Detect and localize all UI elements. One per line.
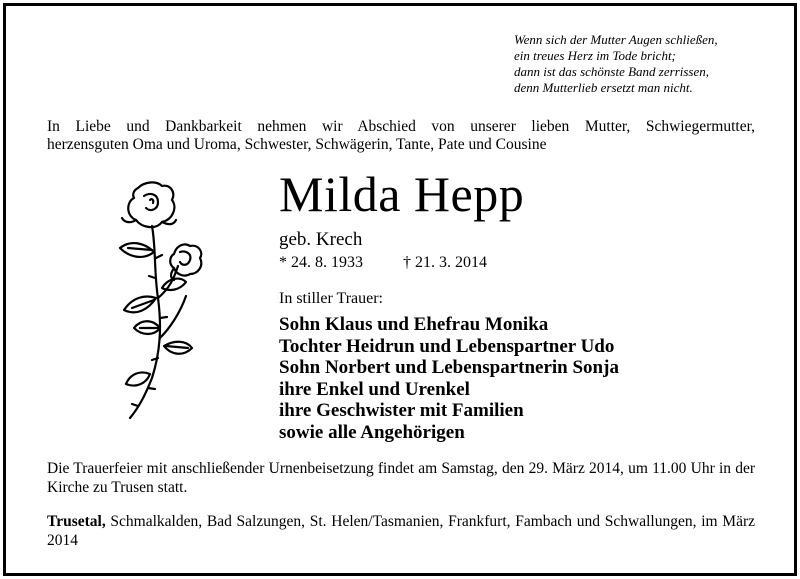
- mourner-item: ihre Enkel und Urenkel: [279, 378, 470, 400]
- birth-name: geb. Krech: [279, 229, 363, 250]
- rose-icon: [100, 178, 210, 428]
- life-dates: [279, 254, 487, 272]
- mourner-item: ihre Geschwister mit Familien: [279, 400, 524, 421]
- closing-text: Schmalkalden, Bad Salzungen, St. Helen/Tasmanien, Frankfurt, Fambach und Schwallungen, im März 2014: [47, 513, 755, 549]
- mourner-item: sowie alle Angehörigen: [279, 421, 465, 443]
- intro-text: [47, 118, 755, 154]
- poem-line: ein treues Herz im Tode bricht;: [514, 48, 676, 63]
- ceremony-notice: Die Trauerfeier mit anschließender Urnenbeisetzung findet am Samstag, den 29. März 2014, um 11.00 Uhr in der Kirche zu Trusen statt.: [47, 460, 755, 496]
- mourners-list: [279, 314, 619, 443]
- intro-line: herzensguten Oma und Uroma, Schwester, Schwägerin, Tante, Pate und Cousine: [47, 136, 547, 153]
- mourner-item: Sohn Klaus und Ehefrau Monika: [279, 314, 549, 335]
- poem-line: dann ist das schönste Band zerrissen,: [514, 64, 709, 79]
- closing-line: [47, 512, 755, 550]
- poem-line: Wenn sich der Mutter Augen schließen,: [514, 32, 718, 47]
- birth-date: * 24. 8. 1933: [279, 254, 363, 271]
- mourner-item: Sohn Norbert und Lebenspartnerin Sonja: [279, 357, 619, 378]
- death-date: † 21. 3. 2014: [403, 254, 487, 271]
- mourner-item: Tochter Heidrun und Lebenspartner Udo: [279, 335, 615, 357]
- intro-line: In Liebe und Dankbarkeit nehmen wir Abschied von unserer lieben Mutter, Schwiegermutter,: [47, 118, 755, 135]
- poem-line: denn Mutterlieb ersetzt man nicht.: [514, 80, 693, 95]
- mourning-label: In stiller Trauer:: [279, 290, 383, 307]
- memorial-poem: [514, 32, 774, 96]
- deceased-name: Milda Hepp: [279, 166, 525, 222]
- closing-place: Trusetal,: [47, 513, 106, 530]
